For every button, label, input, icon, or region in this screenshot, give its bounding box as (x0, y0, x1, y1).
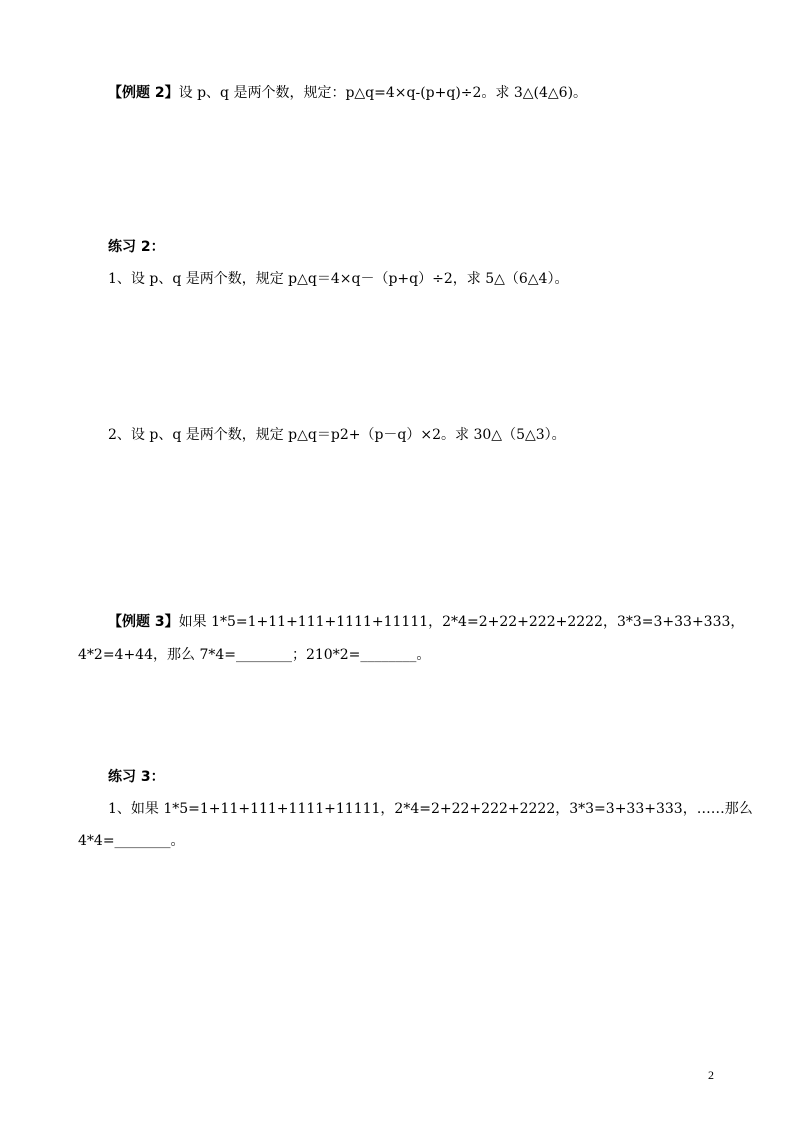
page-number: 2 (708, 1068, 714, 1082)
example-3-text-line-2: 4*2=4+44，那么 7*4=________；210*2=________。 (78, 647, 431, 663)
practice-3-question-1-line-2: 4*4=________。 (78, 833, 185, 849)
practice-3-heading: 练习 3： (108, 769, 165, 785)
practice-2-heading: 练习 2： (108, 239, 165, 255)
example-2-text: 设 p、q 是两个数，规定：p△q=4×q-(p+q)÷2。求 3△(4△6)。 (178, 85, 588, 101)
practice-2-question-1: 1、设 p、q 是两个数，规定 p△q＝4×q－（p+q）÷2，求 5△（6△4）。 (108, 271, 569, 287)
example-3-label: 【例题 3】 (108, 614, 179, 630)
example-3 (108, 612, 744, 632)
example-3-text-line-1: 如果 1*5=1+11+111+1111+11111，2*4=2+22+222+2222，3*3=3+33+333， (178, 614, 745, 630)
example-2-label: 【例题 2】 (108, 85, 179, 101)
practice-3-question-1-line-1: 1、如果 1*5=1+11+111+1111+11111，2*4=2+22+222+2222，3*3=3+33+333，……那么 (108, 801, 753, 817)
practice-2-question-2: 2、设 p、q 是两个数，规定 p△q＝p2+（p－q）×2。求 30△（5△3）。 (108, 427, 566, 443)
example-2 (108, 83, 587, 103)
